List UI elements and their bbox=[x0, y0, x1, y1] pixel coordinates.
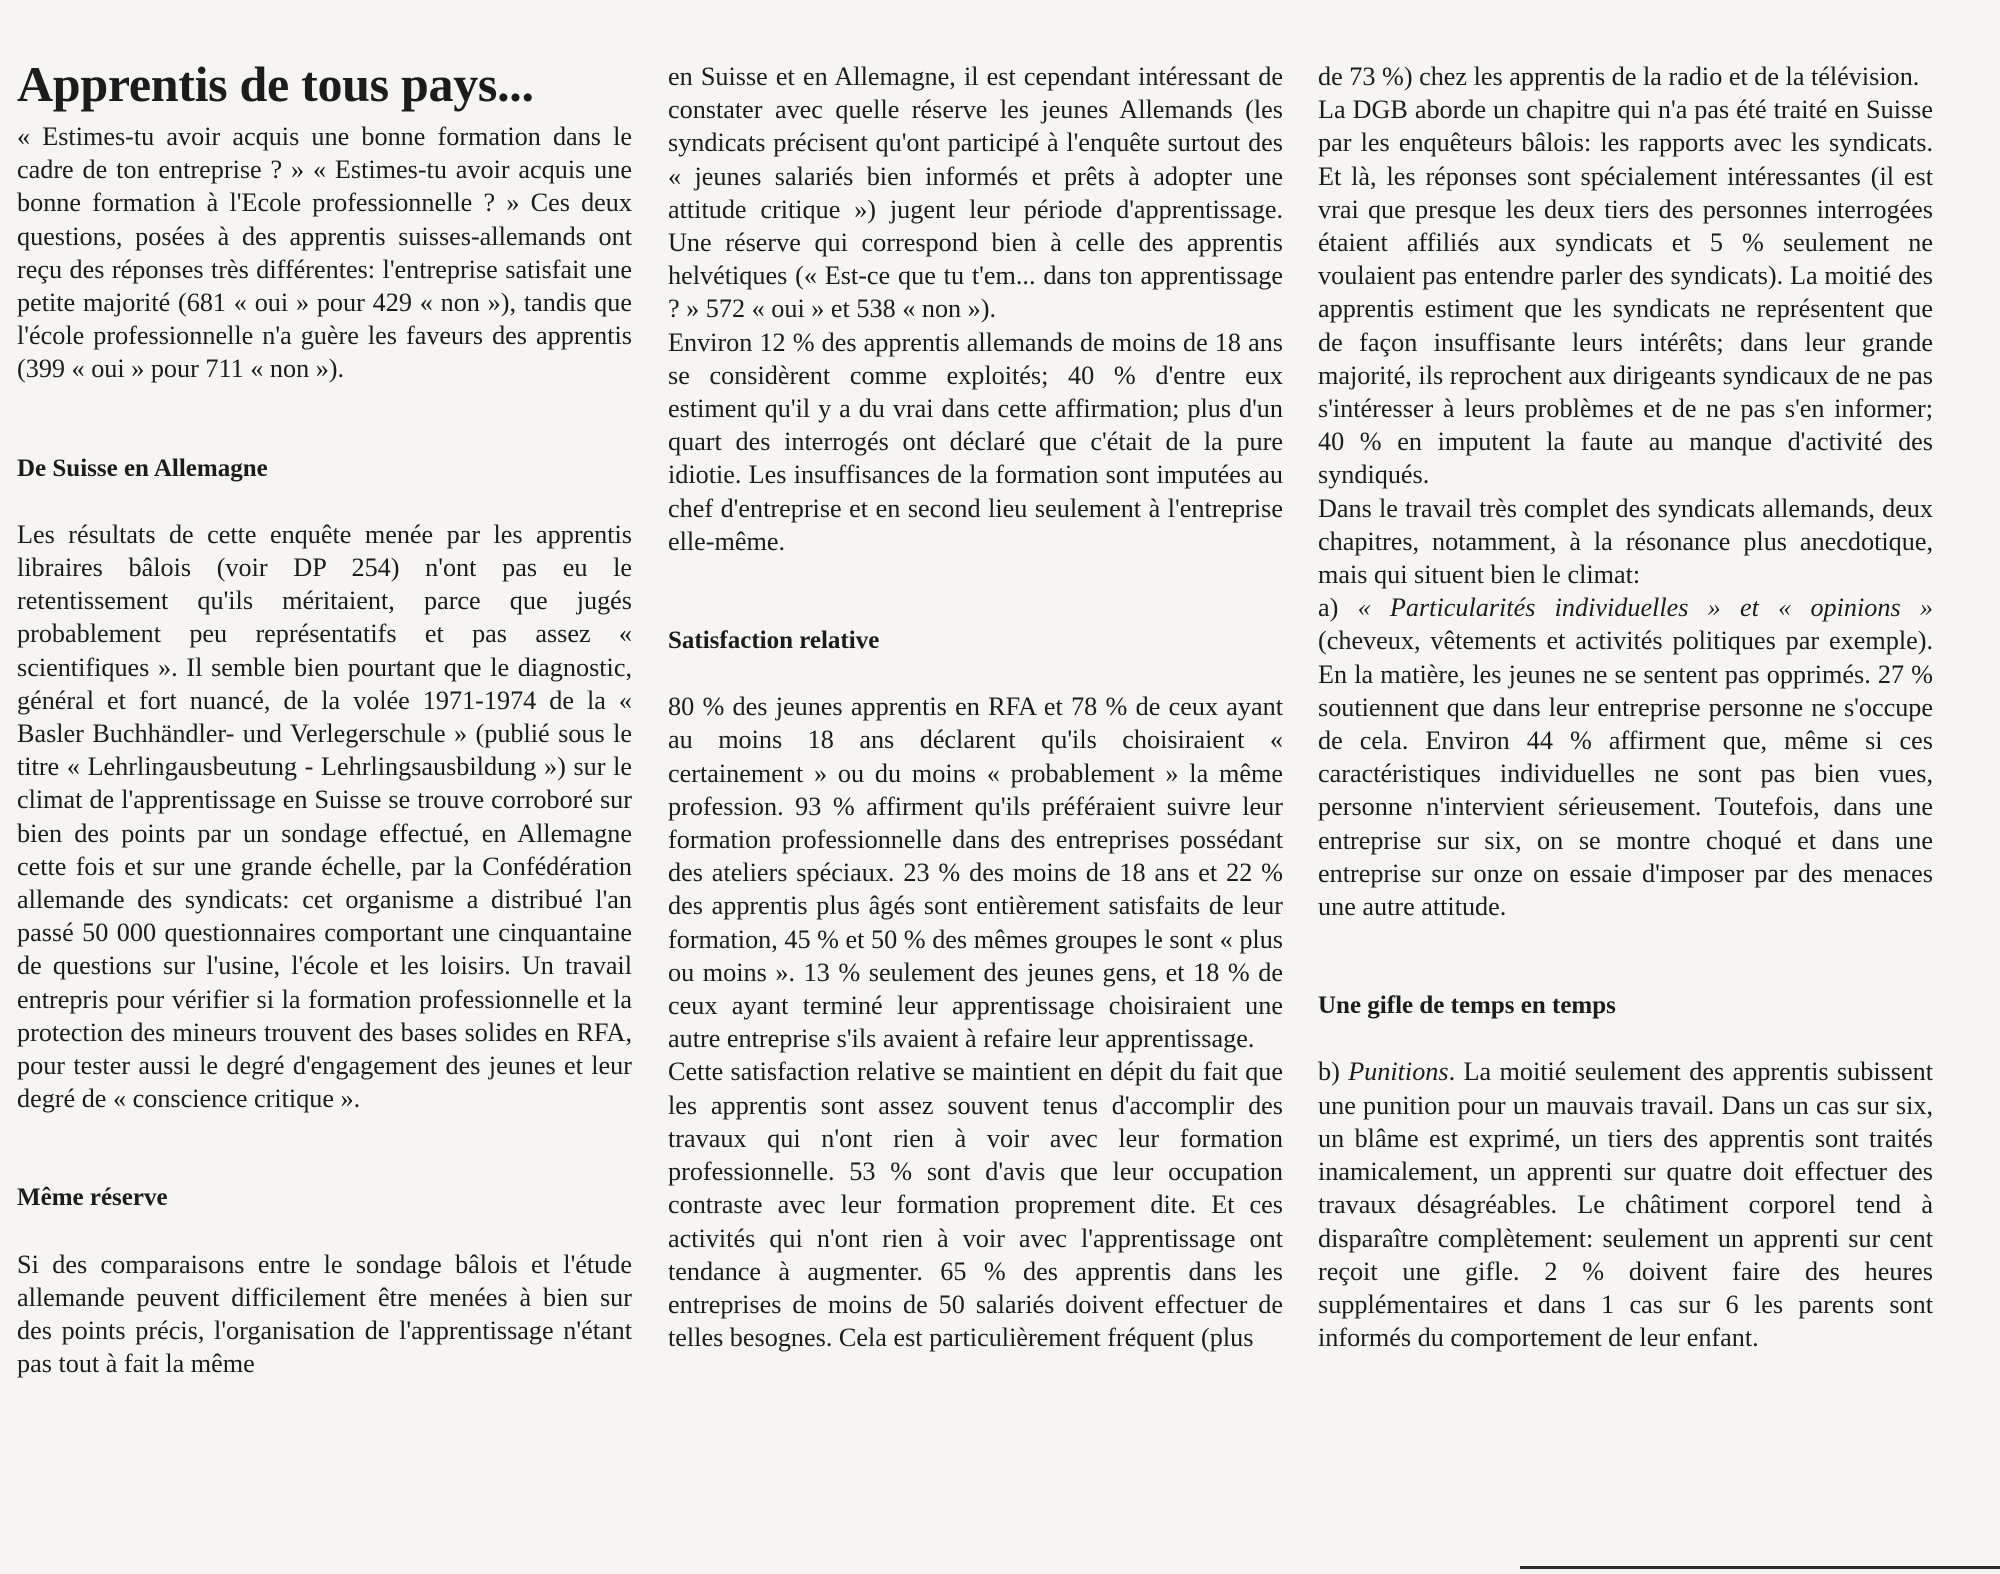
section-heading-de-suisse: De Suisse en Allemagne bbox=[17, 454, 268, 482]
column-2 bbox=[668, 60, 1283, 1354]
article-title: Apprentis de tous pays... bbox=[17, 56, 534, 112]
spacer bbox=[668, 558, 1283, 624]
spacer bbox=[17, 1115, 632, 1181]
list-label-a: a) bbox=[1318, 593, 1358, 623]
section-heading-satisfaction: Satisfaction relative bbox=[668, 627, 880, 655]
list-label-b: b) bbox=[1318, 1057, 1349, 1087]
paragraph-punitions-text: . La moitié seulement des apprentis subissent une punition pour un mauvais travail. Dans un cas sur six, un blâme est exprimé, un tiers des apprentis sont traités inamicalement, un apprenti sur quatre doit effectuer des travaux désagréables. Le châtiment corporel tend à disparaître complètement: seulement un apprenti sur cent reçoit une gifle. 2 % doivent faire des heures supplémentaires et dans 1 cas sur 6 les parents sont informés du comportement de leur enfant. bbox=[1318, 1057, 1933, 1353]
paragraph-punitions bbox=[1318, 1055, 1933, 1354]
paragraph-particularites bbox=[1318, 591, 1933, 923]
spacer bbox=[17, 485, 632, 518]
paragraph-particularites-text: (cheveux, vêtements et activités politiques par exemple). En la matière, les jeunes ne se sentent pas opprimés. 27 % soutiennent que dans leur entreprise personne ne s'occupe de cela. Environ 44 % affirment que, même si ces caractéristiques individuelles ne sont pas bien vues, personne n'intervient sérieusement. Toutefois, dans une entreprise sur six, on se montre choqué et dans une entreprise sur onze on essaie d'imposer par des menaces une autre attitude. bbox=[1318, 626, 1933, 922]
spacer bbox=[17, 1215, 632, 1248]
paragraph-exploites: Environ 12 % des apprentis allemands de moins de 18 ans se considèrent comme exploités; 40 % d'entre eux estiment qu'il y a du vrai dans cette affirmation; plus d'un quart des interrogés ont déclaré que c'était de la pure idiotie. Les insuffisances de la formation sont imputées au chef d'entreprise et en second lieu seulement à l'entreprise elle-même. bbox=[668, 327, 1283, 556]
paragraph-chapitres: Dans le travail très complet des syndicats allemands, deux chapitres, notamment, à la résonance plus anecdotique, mais qui situent bien le climat: bbox=[1318, 493, 1933, 590]
paragraph-meme-reserve: Si des comparaisons entre le sondage bâlois et l'étude allemande peuvent difficilement être menées à bien sur des points précis, l'organisation de l'apprentissage n'étant pas tout à fait la même bbox=[17, 1249, 632, 1379]
intro-paragraph: « Estimes-tu avoir acquis une bonne formation dans le cadre de ton entreprise ? » « Estimes-tu avoir acquis une bonne formation à l'Ecole professionnelle ? » Ces deux questions, posées à des apprentis suisses-allemands ont reçu des réponses très différentes: l'entreprise satisfait une petite majorité (681 « oui » pour 429 « non »), tandis que l'école professionnelle n'a guère les faveurs des apprentis (399 « oui » pour 711 « non »). bbox=[17, 122, 632, 384]
spacer bbox=[1318, 1022, 1933, 1055]
paragraph-de-suisse: Les résultats de cette enquête menée par les apprentis libraires bâlois (voir DP 254) n'ont pas eu le retentissement qu'ils méritaient, parce que jugés probablement peu représentatifs et pas assez « scientifiques ». Il semble bien pourtant que le diagnostic, général et fort nuancé, de la volée 1971-1974 de la « Basler Buchhändler- und Verlegerschule » (publié sous le titre « Lehrlingausbeutung - Lehrlingsausbildung ») sur le climat de l'apprentissage en Suisse se trouve corroboré sur bien des points par un sondage effectué, en Allemagne cette fois et sur une grande échelle, par la Confédération allemande des syndicats: cet organisme a distribué l'an passé 50 000 questionnaires comportant une cinquantaine de questions sur l'usine, l'école et les loisirs. Un travail entrepris pour vérifier si la formation professionnelle et la protection des mineurs trouvent des bases solides en RFA, pour tester aussi le degré d'engagement des jeunes et leur degré de « conscience critique ». bbox=[17, 519, 632, 1114]
spacer bbox=[668, 657, 1283, 690]
paragraph-satisfaction-2: Cette satisfaction relative se maintient en dépit du fait que les apprentis sont assez souvent tenus d'accomplir des travaux qui n'ont rien à voir avec leur formation professionnelle. 53 % sont d'avis que leur occupation contraste avec leur formation proprement dite. Et ces activités qui n'ont rien à voir avec l'apprentissage ont tendance à augmenter. 65 % des apprentis dans les entreprises de moins de 50 salariés doivent effectuer de telles besognes. Cela est particulièrement fréquent (plus bbox=[668, 1057, 1283, 1353]
paragraph-dgb: La DGB aborde un chapitre qui n'a pas été traité en Suisse par les enquêteurs bâlois: les rapports avec les syndicats. Et là, les réponses sont spécialement intéressantes (il est vrai que presque les deux tiers des personnes interrogées étaient affiliés aux syndicats et 5 % seulement ne voulaient pas entendre parler des syndicats). La moitié des apprentis estiment que les syndicats ne représentent que de façon insuffisante leurs intérêts; dans leur grande majorité, ils reprochent aux dirigeants syndicaux de ne pas s'intéresser à leurs problèmes et de ne pas s'en informer; 40 % en imputent la faute au manque d'activité des syndiqués. bbox=[1318, 95, 1933, 490]
paragraph-radio: de 73 %) chez les apprentis de la radio et de la télévision. bbox=[1318, 62, 1920, 91]
paragraph-reserve-continued: en Suisse et en Allemagne, il est cependant intéressant de constater avec quelle réserve les jeunes Allemands (les syndicats précisent qu'ont participé à l'enquête surtout des « jeunes salariés bien informés et prêts à adopter une attitude critique ») jugent leur période d'apprentissage. Une réserve qui correspond bien à celle des apprentis helvétiques (« Est-ce que tu t'em... dans ton apprentissage ? » 572 « oui » et 538 « non »). bbox=[668, 62, 1283, 324]
spacer bbox=[17, 386, 632, 452]
column-3 bbox=[1318, 60, 1933, 1354]
spacer bbox=[1318, 923, 1933, 989]
section-heading-gifle: Une gifle de temps en temps bbox=[1318, 992, 1616, 1020]
column-1 bbox=[17, 50, 632, 1381]
section-heading-meme-reserve: Même réserve bbox=[17, 1184, 168, 1212]
bottom-rule bbox=[1520, 1566, 2000, 1569]
italic-phrase-particularites: « Particularités individuelles » et « opinions » bbox=[1357, 593, 1933, 623]
paragraph-satisfaction: 80 % des jeunes apprentis en RFA et 78 % de ceux ayant au moins 18 ans déclarent qu'ils choisiraient « certainement » ou du moins « probablement » la même profession. 93 % affirment qu'ils préféraient suivre leur formation professionnelle dans des entreprises possédant des ateliers spéciaux. 23 % des moins de 18 ans et 22 % des apprentis plus âgés sont entièrement satisfaits de leur formation, 45 % et 50 % des mêmes groupes le sont « plus ou moins ». 13 % seulement des jeunes gens, et 18 % de ceux ayant terminé leur apprentissage choisiraient une autre entreprise s'ils avaient à refaire leur apprentissage. bbox=[668, 692, 1283, 1054]
italic-word-punitions: Punitions bbox=[1348, 1057, 1449, 1087]
